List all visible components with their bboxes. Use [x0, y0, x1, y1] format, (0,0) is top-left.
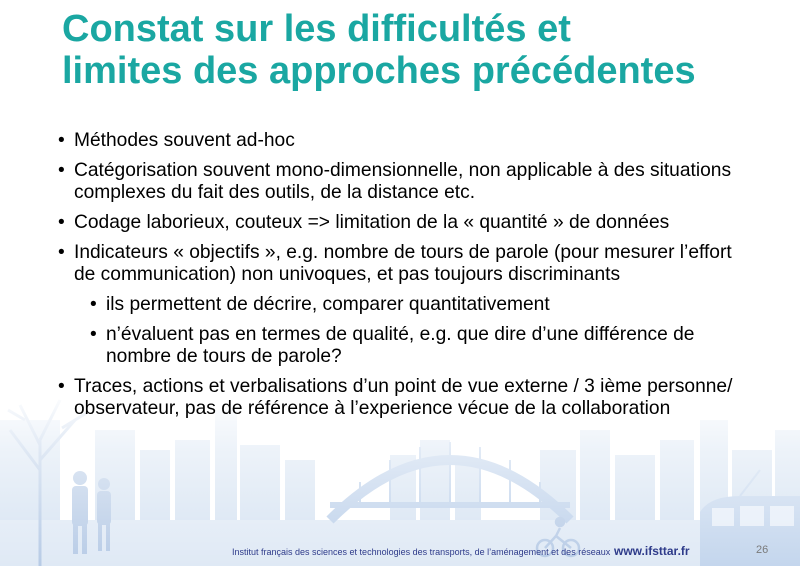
- bullet-text: Indicateurs « objectifs », e.g. nombre de tours de parole (pour mesurer l’effort de communication) non univoques, et pas toujours discriminants: [74, 242, 732, 285]
- bullet-item: [58, 160, 758, 204]
- bullet-text: ils permettent de décrire, comparer quantitativement: [106, 294, 550, 315]
- bullet-glyph: •: [58, 160, 65, 181]
- bullet-text: Catégorisation souvent mono-dimensionnelle, non applicable à des situations complexes du fait des outils, de la distance etc.: [74, 160, 732, 203]
- footer-institute: Institut français des sciences et technologies des transports, de l’aménagement et des réseaux: [232, 547, 611, 557]
- bullet-text: n’évaluent pas en termes de qualité, e.g. que dire d’une différence de nombre de tours de parole?: [106, 324, 695, 367]
- bullet-item: [58, 376, 758, 420]
- slide-title-line-1: Constat sur les difficultés et: [62, 8, 571, 50]
- slide-title: [62, 8, 782, 92]
- bullet-glyph: •: [58, 130, 65, 151]
- sub-bullet-item: [90, 324, 758, 368]
- bullet-item: [58, 242, 758, 286]
- bullet-item: [58, 130, 758, 152]
- page-number: 26: [756, 544, 769, 556]
- slide-title-line-2: limites des approches précédentes: [62, 50, 696, 92]
- bullet-text: Traces, actions et verbalisations d’un point de vue externe / 3 ième personne/ observateur, pas de référence à l’experience vécue de la collaboration: [74, 376, 733, 419]
- bullet-text: Codage laborieux, couteux => limitation de la « quantité » de données: [74, 212, 670, 233]
- sub-bullet-item: [90, 294, 758, 316]
- bullet-item: [58, 212, 758, 234]
- bullet-glyph: •: [90, 324, 97, 345]
- bullet-glyph: •: [58, 376, 65, 397]
- bullet-glyph: •: [58, 212, 65, 233]
- bullet-glyph: •: [58, 242, 65, 263]
- footer-website-link[interactable]: www.ifsttar.fr: [614, 544, 690, 558]
- bullet-text: Méthodes souvent ad-hoc: [74, 130, 295, 151]
- bullet-glyph: •: [90, 294, 97, 315]
- bullet-list: [58, 130, 758, 428]
